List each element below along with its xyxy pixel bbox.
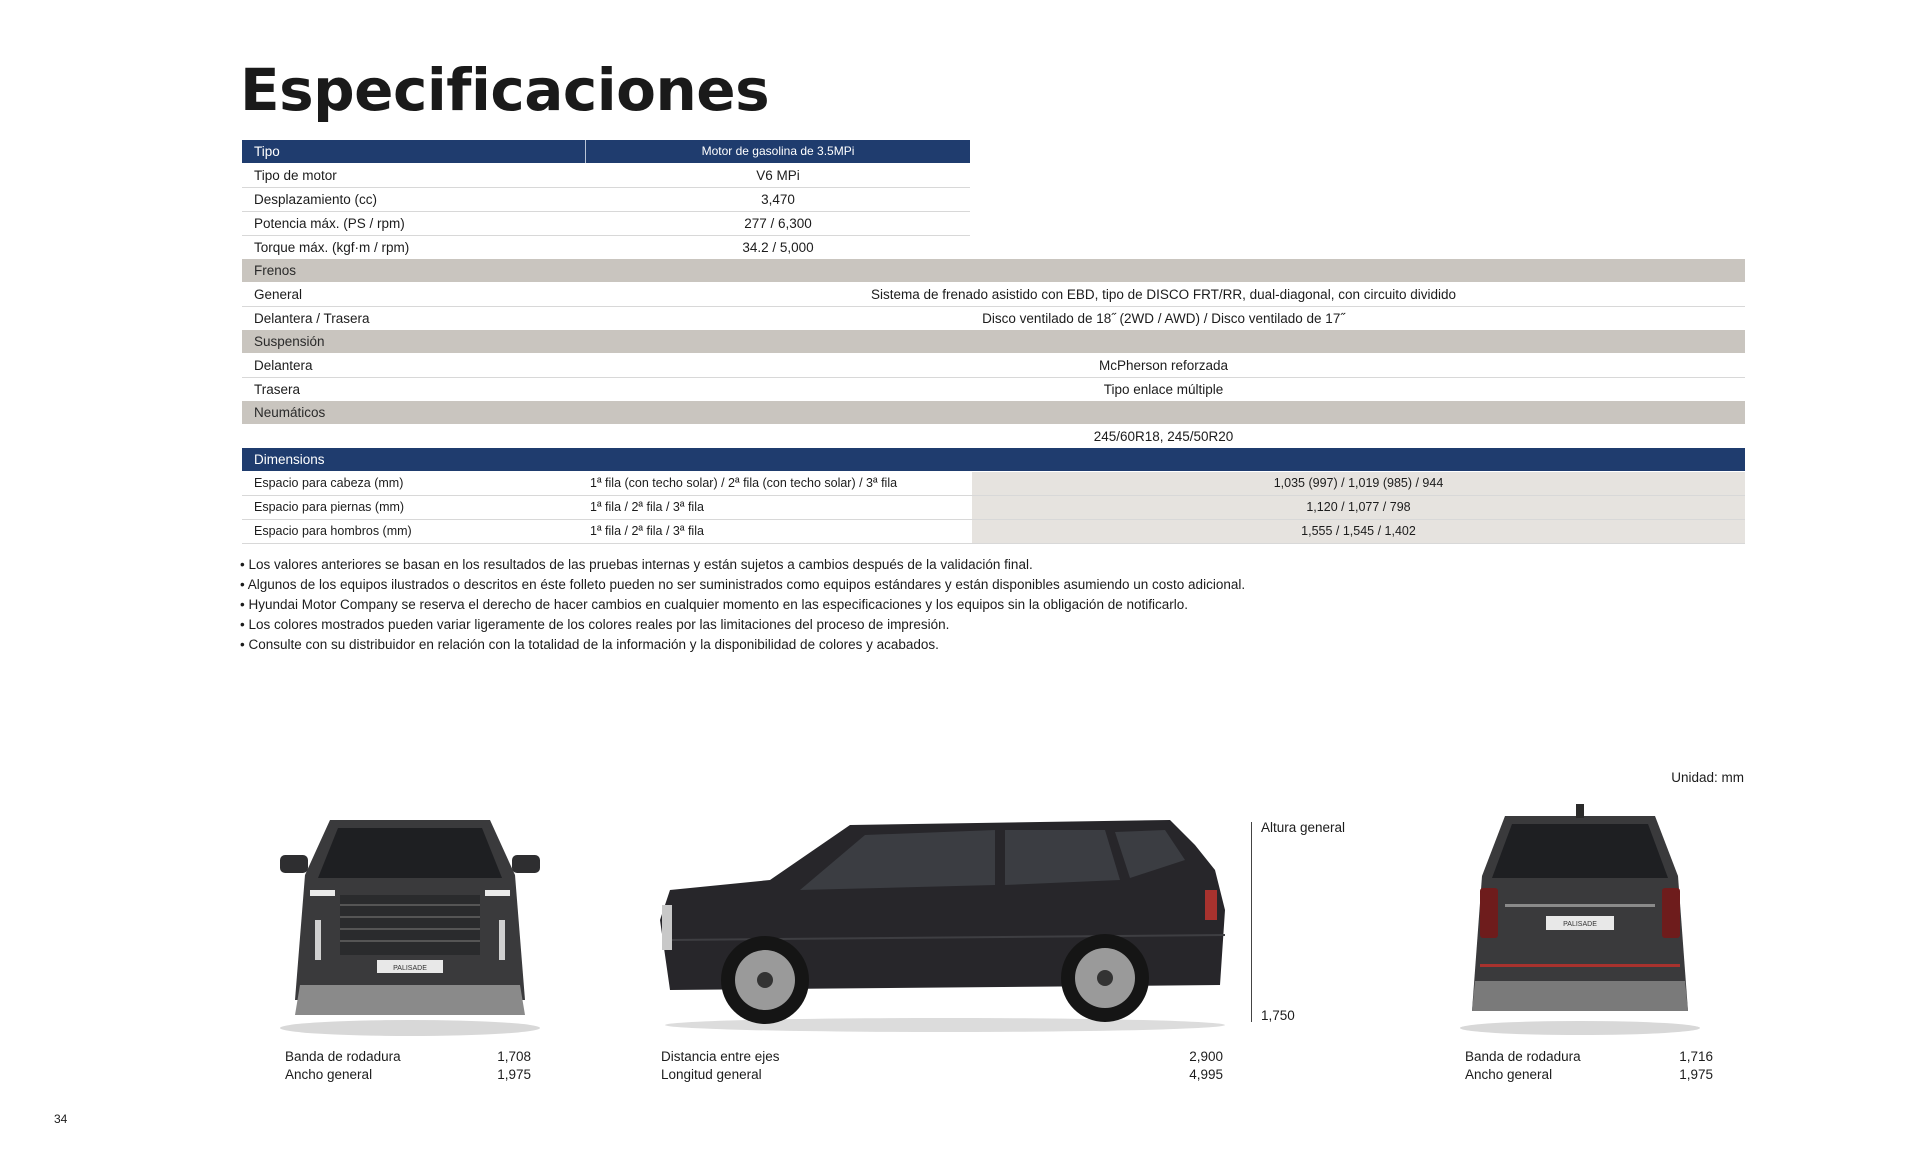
section-title: Dimensions (254, 452, 325, 467)
spec-value: 1,716 (1679, 1049, 1713, 1064)
spec-label: Ancho general (285, 1067, 373, 1082)
engine-header-label: Tipo (254, 144, 280, 159)
section-title: Suspensión (254, 334, 325, 349)
spec-value: 1,975 (1679, 1067, 1713, 1082)
footnote: • Los valores anteriores se basan en los resultados de las pruebas internas y están sujetos a cambios después de la validación final. (240, 555, 1245, 575)
page-title: Especificaciones (240, 56, 770, 124)
row-value: Sistema de frenado asistido con EBD, tipo de DISCO FRT/RR, dual-diagonal, con circuito dividido (870, 287, 1457, 302)
row-description: 1ª fila (con techo solar) / 2ª fila (con techo solar) / 3ª fila (590, 476, 898, 490)
car-side-view (650, 810, 1240, 1035)
row-label: General (254, 287, 303, 302)
table-row (242, 520, 1745, 544)
row-label: Espacio para cabeza (mm) (254, 476, 404, 490)
table-row (242, 283, 1745, 307)
engine-header-value: Motor de gasolina de 3.5MPi (701, 144, 855, 158)
row-value: McPherson reforzada (1098, 358, 1229, 373)
section-header-neumaticos (242, 401, 1745, 424)
spec-label: Longitud general (661, 1067, 762, 1082)
spec-value: 2,900 (1189, 1049, 1223, 1064)
section-header-suspension (242, 330, 1745, 353)
spec-label: Banda de rodadura (285, 1049, 401, 1064)
license-plate-text: PALISADE (393, 965, 427, 972)
section-header-dimensions (242, 448, 1745, 471)
front-view-specs (285, 1048, 531, 1084)
row-value: 3,470 (761, 192, 795, 207)
footnote: • Algunos de los equipos ilustrados o descritos en éste folleto pueden no ser suministrados como equipos estándares y están disponibles asumiendo un costo adicional. (240, 575, 1245, 595)
row-value: 34.2 / 5,000 (742, 240, 814, 255)
row-label: Trasera (254, 382, 301, 397)
section-title: Neumáticos (254, 405, 326, 420)
row-value: V6 MPi (756, 168, 800, 183)
spec-label: Ancho general (1465, 1067, 1553, 1082)
table-row (242, 236, 970, 259)
engine-header-row (242, 140, 970, 163)
row-value: 1,120 / 1,077 / 798 (972, 496, 1745, 519)
table-row (242, 425, 1745, 448)
row-value: 245/60R18, 245/50R20 (1093, 429, 1234, 444)
row-label: Delantera / Trasera (254, 311, 370, 326)
row-label: Desplazamiento (cc) (254, 192, 378, 207)
table-row (242, 378, 1745, 401)
row-label: Tipo de motor (254, 168, 337, 183)
car-rear-view (1450, 796, 1710, 1036)
row-description: 1ª fila / 2ª fila / 3ª fila (590, 524, 704, 538)
row-value: 1,555 / 1,545 / 1,402 (972, 520, 1745, 543)
table-row (242, 188, 970, 212)
row-value: Tipo enlace múltiple (1103, 382, 1224, 397)
rear-view-specs (1465, 1048, 1713, 1084)
height-dimension-line (1251, 822, 1252, 1022)
spec-label: Banda de rodadura (1465, 1049, 1581, 1064)
row-value: 277 / 6,300 (744, 216, 812, 231)
side-view-specs (661, 1048, 1223, 1084)
spec-value: 1,708 (497, 1049, 531, 1064)
spec-value: 1,975 (497, 1067, 531, 1082)
row-value: Disco ventilado de 18˝ (2WD / AWD) / Disco ventilado de 17˝ (982, 311, 1345, 326)
table-row (242, 212, 970, 236)
car-front-view (270, 800, 550, 1040)
row-label: Torque máx. (kgf·m / rpm) (254, 240, 410, 255)
spec-value: 4,995 (1189, 1067, 1223, 1082)
table-row (242, 164, 970, 188)
section-title: Frenos (254, 263, 297, 278)
table-row (242, 496, 1745, 520)
table-row (242, 472, 1745, 496)
footnote: • Los colores mostrados pueden variar ligeramente de los colores reales por las limitaciones del proceso de impresión. (240, 615, 1245, 635)
row-description: 1ª fila / 2ª fila / 3ª fila (590, 500, 704, 514)
footnotes-list (240, 555, 1245, 655)
section-header-frenos (242, 259, 1745, 282)
page-number: 34 (54, 1112, 68, 1126)
height-label: Altura general (1261, 820, 1346, 835)
unit-label: Unidad: mm (1671, 770, 1744, 785)
row-label: Delantera (254, 358, 313, 373)
footnote: • Consulte con su distribuidor en relación con la totalidad de la información y la disponibilidad de colores y acabados. (240, 635, 1245, 655)
license-plate-text: PALISADE (1563, 921, 1597, 928)
height-value: 1,750 (1261, 1008, 1295, 1023)
row-label: Potencia máx. (PS / rpm) (254, 216, 405, 231)
footnote: • Hyundai Motor Company se reserva el derecho de hacer cambios en cualquier momento en las especificaciones y los equipos sin la obligación de notificarlo. (240, 595, 1245, 615)
row-label: Espacio para hombros (mm) (254, 524, 412, 538)
table-row (242, 354, 1745, 378)
spec-label: Distancia entre ejes (661, 1049, 780, 1064)
row-label: Espacio para piernas (mm) (254, 500, 405, 514)
row-value: 1,035 (997) / 1,019 (985) / 944 (972, 472, 1745, 495)
table-row (242, 307, 1745, 330)
